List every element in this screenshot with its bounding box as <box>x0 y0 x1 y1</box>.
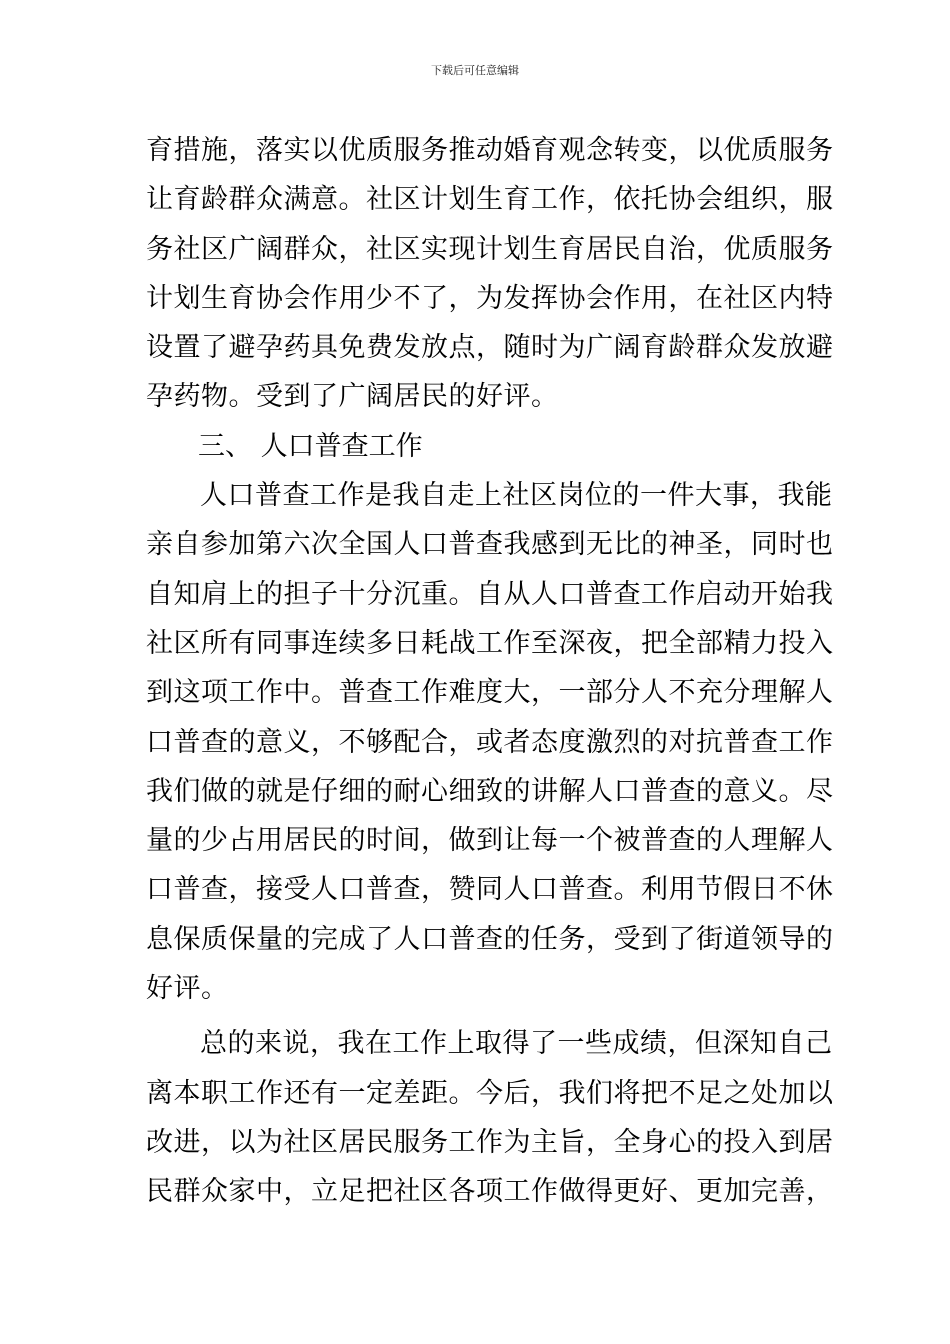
text-line: 总的来说，我在工作上取得了一些成绩，但深知自己 <box>200 1028 833 1060</box>
text-line: 亲自参加第六次全国人口普查我感到无比的神圣，同时也 <box>146 529 834 561</box>
text-line: 孕药物。受到了广阔居民的好评。 <box>146 381 559 413</box>
text-line: 民群众家中，立足把社区各项工作做得更好、更加完善， <box>146 1176 834 1208</box>
text-line: 口普查的意义，不够配合，或者态度激烈的对抗普查工作 <box>146 726 834 758</box>
text-line: 育措施，落实以优质服务推动婚育观念转变，以优质服务 <box>146 135 834 166</box>
text-line: 到这项工作中。普查工作难度大，一部分人不充分理解人 <box>146 677 834 709</box>
page-header-note: 下载后可任意编辑 <box>431 64 519 77</box>
text-line: 量的少占用居民的时间，做到让每一个被普查的人理解人 <box>146 825 834 857</box>
text-line: 让育龄群众满意。社区计划生育工作，依托协会组织，服 <box>146 184 834 216</box>
text-line: 设置了避孕药具免费发放点，随时为广阔育龄群众发放避 <box>146 332 834 364</box>
text-line: 务社区广阔群众，社区实现计划生育居民自治，优质服务 <box>146 233 834 265</box>
text-line: 好评。 <box>146 973 229 1005</box>
section-heading: 三、 人口普查工作 <box>198 430 423 462</box>
text-line: 我们做的就是仔细的耐心细致的讲解人口普查的意义。尽 <box>146 775 834 807</box>
text-line: 改进，以为社区居民服务工作为主旨，全身心的投入到居 <box>146 1126 834 1158</box>
text-line: 社区所有同事连续多日耗战工作至深夜，把全部精力投入 <box>146 627 834 659</box>
text-line: 口普查，接受人口普查，赞同人口普查。利用节假日不休 <box>146 874 834 906</box>
text-line: 息保质保量的完成了人口普查的任务，受到了街道领导的 <box>146 923 834 955</box>
text-line: 自知肩上的担子十分沉重。自从人口普查工作启动开始我 <box>146 578 834 610</box>
text-line: 离本职工作还有一定差距。今后，我们将把不足之处加以 <box>146 1077 834 1109</box>
text-line: 人口普查工作是我自走上社区岗位的一件大事，我能 <box>200 480 833 512</box>
document-body <box>146 126 834 1217</box>
text-line: 计划生育协会作用少不了，为发挥协会作用，在社区内特 <box>146 282 834 314</box>
